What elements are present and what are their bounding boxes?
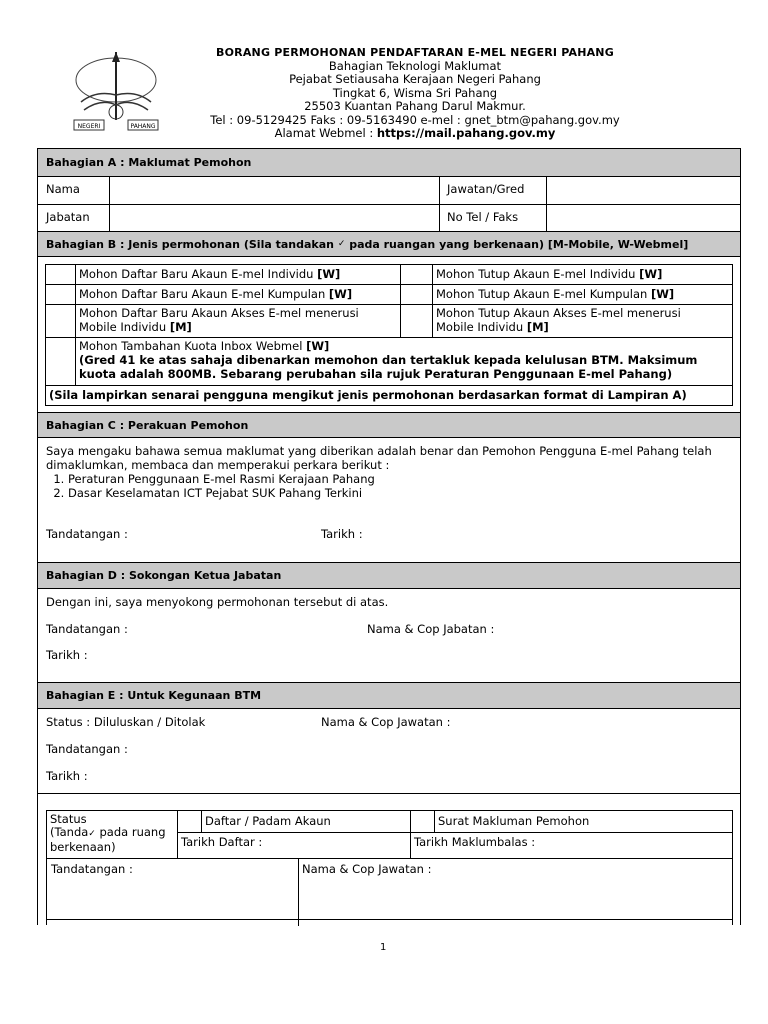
opt2-label: Mohon Tutup Akaun E-mel Individu	[436, 267, 636, 281]
webmail-label: Alamat Webmel :	[274, 126, 374, 140]
option-text	[79, 339, 697, 381]
option-table	[45, 264, 733, 406]
label-tandatangan-e: Tandatangan :	[46, 742, 128, 756]
dept-name: Bahagian Teknologi Maklumat	[328, 58, 502, 73]
declaration-line-1: Saya mengaku bahawa semua maklumat yang diberikan adalah benar dan Pemohon Pengguna E-mel Pahang telah	[46, 444, 712, 458]
checkbox-opt3[interactable]	[46, 285, 75, 304]
pahang-crest-logo	[66, 50, 166, 140]
divider	[298, 858, 299, 926]
label-jabatan: Jabatan	[46, 210, 90, 224]
opt6-tag: [M]	[526, 320, 549, 334]
checkbox-surat[interactable]	[411, 811, 434, 832]
divider	[432, 265, 433, 337]
support-statement: Dengan ini, saya menyokong permohonan tersebut di atas.	[46, 595, 389, 609]
address-floor: Tingkat 6, Wisma Sri Pahang	[332, 85, 498, 100]
declaration-paragraph	[46, 444, 736, 500]
checkbox-opt2[interactable]	[401, 265, 432, 284]
list-item: 1. Peraturan Penggunaan E-mel Rasmi Kerajaan Pahang	[68, 472, 736, 486]
tick-icon: ✓	[88, 829, 96, 839]
opt5-label-2: Mobile Individu	[79, 320, 167, 334]
label-tandatangan-c: Tandatangan :	[46, 527, 128, 541]
status-label: Status	[50, 812, 87, 826]
office-name: Pejabat Setiausaha Kerajaan Negeri Pahang	[289, 72, 541, 86]
checkbox-daftar-padam[interactable]	[178, 811, 201, 832]
label-tarikh-maklumbalas: Tarikh Maklumbalas :	[414, 835, 536, 849]
input-notel[interactable]	[547, 205, 739, 231]
declaration-list	[46, 472, 736, 500]
opt5-label-1: Mohon Daftar Baru Akaun Akses E-mel menerusi	[79, 306, 359, 320]
status-cell	[50, 813, 166, 854]
input-jabatan[interactable]	[110, 205, 439, 231]
opt7-note-2: kuota adalah 800MB. Sebarang perubahan sila rujuk Peraturan Penggunaan E-mel Pahang)	[79, 367, 673, 381]
label-nama-cop-btm: Nama & Cop Jawatan :	[302, 862, 432, 876]
option-text	[436, 287, 674, 301]
btm-table	[46, 810, 733, 925]
divider	[47, 858, 733, 859]
status-note-b: pada ruang	[99, 825, 166, 839]
option-text	[436, 267, 662, 281]
logo-text-right: PAHANG	[130, 123, 156, 130]
section-b-heading-text: Bahagian B : Jenis permohonan (Sila tandakan	[46, 237, 334, 251]
status-note-2: berkenaan)	[50, 840, 116, 854]
checkbox-opt7[interactable]	[46, 338, 75, 385]
list-item: 2. Dasar Keselamatan ICT Pejabat SUK Pahang Terkini	[68, 486, 736, 500]
divider	[38, 793, 740, 794]
opt7-tag: [W]	[306, 339, 330, 353]
contact-line: Tel : 09-5129425 Faks : 09-5163490 e-mel : gnet_btm@pahang.gov.my	[210, 112, 620, 127]
label-tarikh-daftar: Tarikh Daftar :	[181, 835, 263, 849]
opt2-tag: [W]	[639, 267, 663, 281]
opt6-label-1: Mohon Tutup Akaun Akses E-mel menerusi	[436, 306, 681, 320]
divider	[46, 337, 732, 338]
divider	[201, 811, 202, 832]
attachment-note: (Sila lampirkan senarai pengguna mengikut jenis permohonan berdasarkan format di Lampiran A)	[49, 388, 687, 402]
form-frame	[37, 148, 741, 925]
opt1-label: Mohon Daftar Baru Akaun E-mel Individu	[79, 267, 314, 281]
checkbox-opt4[interactable]	[401, 285, 432, 304]
status-note: (Tanda	[50, 825, 89, 839]
opt4-tag: [W]	[650, 287, 675, 301]
page-number: 1	[380, 942, 387, 953]
divider	[177, 832, 733, 833]
form-header	[190, 46, 640, 141]
divider	[46, 385, 732, 386]
label-status-e: Status : Diluluskan / Ditolak	[46, 715, 206, 729]
section-a-heading: Bahagian A : Maklumat Pemohon	[38, 149, 740, 177]
checkbox-opt1[interactable]	[46, 265, 75, 284]
opt3-tag: [W]	[328, 287, 353, 301]
section-d-heading: Bahagian D : Sokongan Ketua Jabatan	[38, 562, 740, 589]
divider	[434, 811, 435, 832]
option-text	[79, 267, 340, 281]
opt7-label: Mohon Tambahan Kuota Inbox Webmel	[79, 339, 303, 353]
declaration-line-2: dimaklumkan, membaca dan memperakui perkara berikut :	[46, 458, 390, 472]
webmail-url[interactable]: https://mail.pahang.gov.my	[376, 126, 556, 140]
section-c-heading: Bahagian C : Perakuan Pemohon	[38, 412, 740, 438]
checkbox-opt6[interactable]	[401, 305, 432, 337]
tick-icon: ✓	[337, 239, 346, 249]
label-surat: Surat Makluman Pemohon	[438, 814, 590, 828]
label-nama-cop-d: Nama & Cop Jabatan :	[367, 622, 495, 636]
label-notel: No Tel / Faks	[447, 210, 519, 224]
section-b-heading	[38, 231, 740, 257]
label-tarikh-c: Tarikh :	[321, 527, 363, 541]
label-jawatan: Jawatan/Gred	[447, 182, 525, 196]
section-e-heading: Bahagian E : Untuk Kegunaan BTM	[38, 682, 740, 709]
logo-text-left: NEGERI	[77, 123, 101, 130]
opt1-tag: [W]	[317, 267, 341, 281]
opt5-tag: [M]	[169, 320, 192, 334]
checkbox-opt5[interactable]	[46, 305, 75, 337]
input-jawatan[interactable]	[547, 177, 739, 204]
opt4-label: Mohon Tutup Akaun E-mel Kumpulan	[436, 287, 648, 301]
divider	[75, 265, 76, 385]
address-city: 25503 Kuantan Pahang Darul Makmur.	[304, 99, 526, 113]
opt7-note-1: (Gred 41 ke atas sahaja dibenarkan memohon dan tertakluk kepada kelulusan BTM. Maksimum	[79, 353, 698, 367]
label-nama: Nama	[46, 182, 80, 196]
option-text	[436, 306, 681, 334]
webmail-line	[190, 127, 640, 141]
label-tandatangan-btm: Tandatangan :	[51, 862, 133, 876]
opt6-label-2: Mobile Individu	[436, 320, 524, 334]
input-nama[interactable]	[110, 177, 439, 204]
label-tandatangan-d: Tandatangan :	[46, 622, 128, 636]
label-tarikh-d: Tarikh :	[46, 648, 88, 662]
opt3-label: Mohon Daftar Baru Akaun E-mel Kumpulan	[79, 287, 326, 301]
divider	[46, 284, 732, 285]
divider	[46, 304, 732, 305]
form-title: BORANG PERMOHONAN PENDAFTARAN E-MEL NEGERI PAHANG	[216, 46, 614, 59]
divider	[47, 919, 733, 920]
label-nama-cop-e: Nama & Cop Jawatan :	[321, 715, 451, 729]
option-text	[79, 287, 352, 301]
label-daftar-padam: Daftar / Padam Akaun	[205, 814, 331, 828]
option-text	[79, 306, 359, 334]
label-tarikh-e: Tarikh :	[46, 769, 88, 783]
section-b-heading-rest: pada ruangan yang berkenaan) [M-Mobile, W-Webmel]	[349, 237, 689, 251]
